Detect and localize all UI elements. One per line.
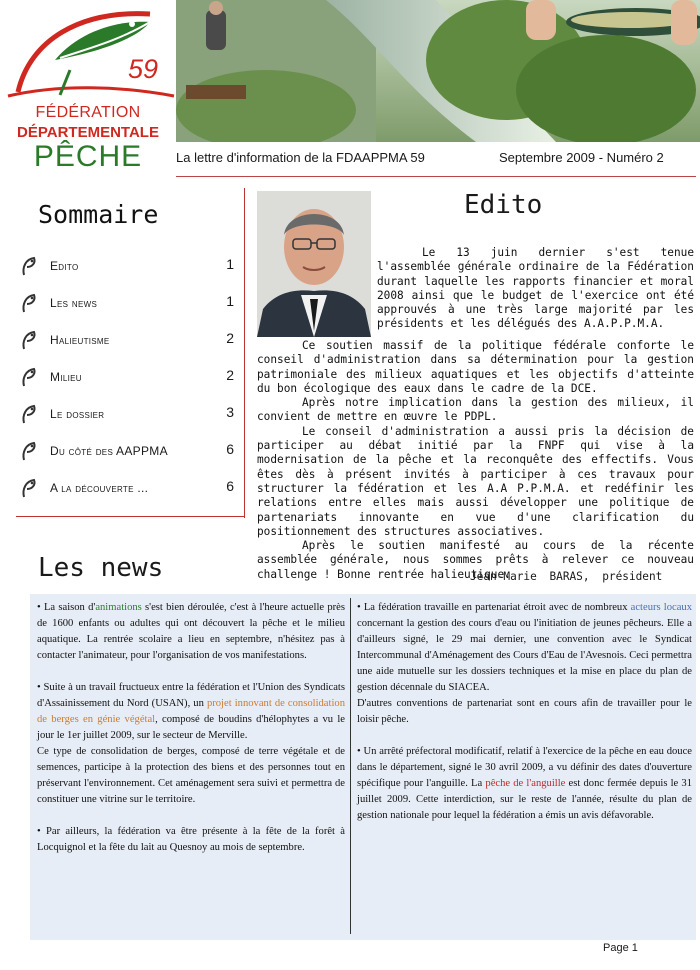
newsletter-tagline: La lettre d'information de la FDAAPPMA 59 bbox=[176, 150, 425, 165]
sommaire-border bbox=[16, 516, 245, 517]
toc-page-number: 6 bbox=[226, 478, 234, 494]
edito-paragraph: Après notre implication dans la gestion des milieux, il convient de mettre en œuvre le PDPL. bbox=[257, 396, 694, 424]
news-item bbox=[357, 744, 692, 824]
logo-line3: PÊCHE bbox=[33, 140, 143, 173]
news-text: est donc fermée depuis le 31 juillet 2009. Cette interdiction, sur le reste de l'année, résulte du plan de gestion nationale pour lequel la fédération a émis un avis défavorable. bbox=[357, 778, 692, 821]
news-item-continued: Ce type de consolidation de berges, composé de terre végétale et de semences, participe à la protection des biens et des personnes tout en préservant l'environnement. Cet aménagement sera suivi et permettra de constituer une vitrine sur le territoire. bbox=[37, 746, 345, 805]
toc-page-number: 2 bbox=[226, 367, 234, 383]
edito-paragraph: Après le soutien manifesté au cours de la récente assemblée générale, nous sommes prêts à relever ce nouveau challenge ! Bonne rentrée halieutique. bbox=[257, 539, 694, 581]
news-item bbox=[357, 600, 692, 696]
sommaire-title: Sommaire bbox=[38, 200, 159, 229]
edito-paragraph: Ce soutien massif de la politique fédérale conforte le conseil d'administration dans sa détermination pour la gestion patrimoniale des milieux aquatiques et les objectifs d'atteinte du bon écologique des eaux dans le cadre de la DCE. bbox=[257, 339, 694, 395]
toc-page-number: 2 bbox=[226, 330, 234, 346]
news-link-acteurs-locaux[interactable]: acteurs locaux bbox=[630, 602, 692, 613]
edito-body bbox=[257, 339, 694, 582]
edito-signature: Jean-Marie BARAS, président bbox=[470, 570, 663, 583]
toc-item-du-cote-des-aappma[interactable] bbox=[18, 440, 240, 464]
issue-label: Septembre 2009 - Numéro 2 bbox=[499, 150, 664, 165]
header-banner-photo bbox=[176, 0, 700, 142]
fish-hook-icon bbox=[18, 255, 40, 277]
news-text: • La saison d' bbox=[37, 602, 96, 613]
news-column-right bbox=[357, 600, 692, 840]
news-link-peche-anguille[interactable]: pêche de l'anguille bbox=[485, 778, 566, 789]
news-text: concernant la gestion des cours d'eau ou l'initiation de jeunes pêcheurs. Elle a d'ailleurs signé, le 29 mai dernier, une convention avec le Syndicat Intercommunal d'Aménagement des Cours d'Eau de l'Avesnois. Ceci permettra une aide mutuelle sur les dossiers techniques et la mise en place du plan de gestion décennale du SIACEA. bbox=[357, 618, 692, 693]
toc-item-milieu[interactable] bbox=[18, 366, 240, 390]
news-item bbox=[37, 680, 345, 744]
news-link-projet-berges[interactable]: projet innovant de consolidation de berges en génie végétal bbox=[37, 698, 345, 725]
fish-hook-icon bbox=[18, 440, 40, 462]
news-column-divider bbox=[350, 598, 351, 934]
toc-label: Le dossier bbox=[50, 407, 105, 421]
toc-label: Les news bbox=[50, 296, 98, 310]
toc-item-les-news[interactable] bbox=[18, 292, 240, 316]
fish-hook-icon bbox=[18, 477, 40, 499]
news-item bbox=[37, 600, 345, 664]
fish-hook-icon bbox=[18, 403, 40, 425]
news-text: , composé de boudins d'hélophytes a vu le jour le 1er juillet 2009, sur le secteur de Merville. bbox=[37, 714, 345, 741]
toc-label: Edito bbox=[50, 259, 79, 273]
news-text: s'est bien déroulée, c'est à l'heure actuelle près de 1600 enfants ou adultes qui ont découvert la pêche et le milieu aquatique. La rentrée scolaire a lieu en septembre, n'hésitez pas à contacter l'animateur, pour l'organisation de vos manifestations. bbox=[37, 602, 345, 661]
news-column-left bbox=[37, 600, 345, 872]
toc-item-halieutisme[interactable] bbox=[18, 329, 240, 353]
fish-hook-icon bbox=[18, 292, 40, 314]
toc-label: Halieutisme bbox=[50, 333, 110, 347]
edito-paragraph: Le 13 juin dernier s'est tenue l'assemblée générale ordinaire de la Fédération durant laquelle les rapports financier et moral 2008 ainsi que le budget de l'exercice ont été approuvés à une très large majorité par les présidents et les délégués des A.A.P.P.M.A. bbox=[377, 246, 694, 331]
toc-label: Milieu bbox=[50, 370, 82, 384]
news-text: • Suite à un travail fructueux entre la fédération et l'Union des Syndicats d'Assainissement du Nord (USAN), un bbox=[37, 682, 345, 709]
news-item: • Par ailleurs, la fédération va être présente à la fête de la forêt à Locquignol et la fête du lait au Quesnoy au mois de septembre. bbox=[37, 826, 345, 853]
logo-number: 59 bbox=[128, 54, 159, 84]
toc-page-number: 6 bbox=[226, 441, 234, 457]
news-text: • Un arrêté préfectoral modificatif, relatif à l'exercice de la pêche en eau douce dans le département, signé le 30 avril 2009, a vu définir des dates d'ouverture spécifique pour l'anguille. La bbox=[357, 746, 692, 789]
fish-hook-icon bbox=[18, 329, 40, 351]
toc-item-edito[interactable] bbox=[18, 255, 240, 279]
news-item-continued: D'autres conventions de partenariat sont en cours afin de travailler pour le loisir pêche. bbox=[357, 698, 692, 725]
edito-paragraph: Le conseil d'administration a aussi pris la décision de participer au débat initié par la FNPF qui vise à la modernisation de la pêche et la reconquête des effectifs. Vous êtes dès à présent invités à participer à ces travaux pour structurer la fédération et les A.A P.P.M.A. et redéfinir les relations entre elles mais aussi développer une politique de partenariats innovante en vue d'une clarification du positionnement des structures associatives. bbox=[257, 424, 694, 538]
header-divider bbox=[176, 176, 696, 177]
president-portrait bbox=[257, 191, 371, 337]
toc-item-a-la-decouverte[interactable] bbox=[18, 477, 240, 501]
toc-label: Du côté des AAPPMA bbox=[50, 444, 168, 458]
news-text: • La fédération travaille en partenariat étroit avec de nombreux bbox=[357, 602, 631, 613]
sommaire-border bbox=[244, 188, 245, 518]
toc-label: A la découverte ... bbox=[50, 481, 149, 495]
toc-page-number: 3 bbox=[226, 404, 234, 420]
toc-page-number: 1 bbox=[226, 256, 234, 272]
page-number: Page 1 bbox=[603, 942, 638, 954]
federation-logo bbox=[0, 0, 176, 178]
news-link-animations[interactable]: animations bbox=[95, 602, 142, 613]
logo-line2: DÉPARTEMENTALE bbox=[17, 124, 159, 141]
edito-title: Edito bbox=[464, 190, 543, 220]
news-title: Les news bbox=[38, 553, 164, 583]
toc-item-le-dossier[interactable] bbox=[18, 403, 240, 427]
fish-hook-icon bbox=[18, 366, 40, 388]
toc-page-number: 1 bbox=[226, 293, 234, 309]
logo-line1: FÉDÉRATION bbox=[35, 104, 141, 121]
